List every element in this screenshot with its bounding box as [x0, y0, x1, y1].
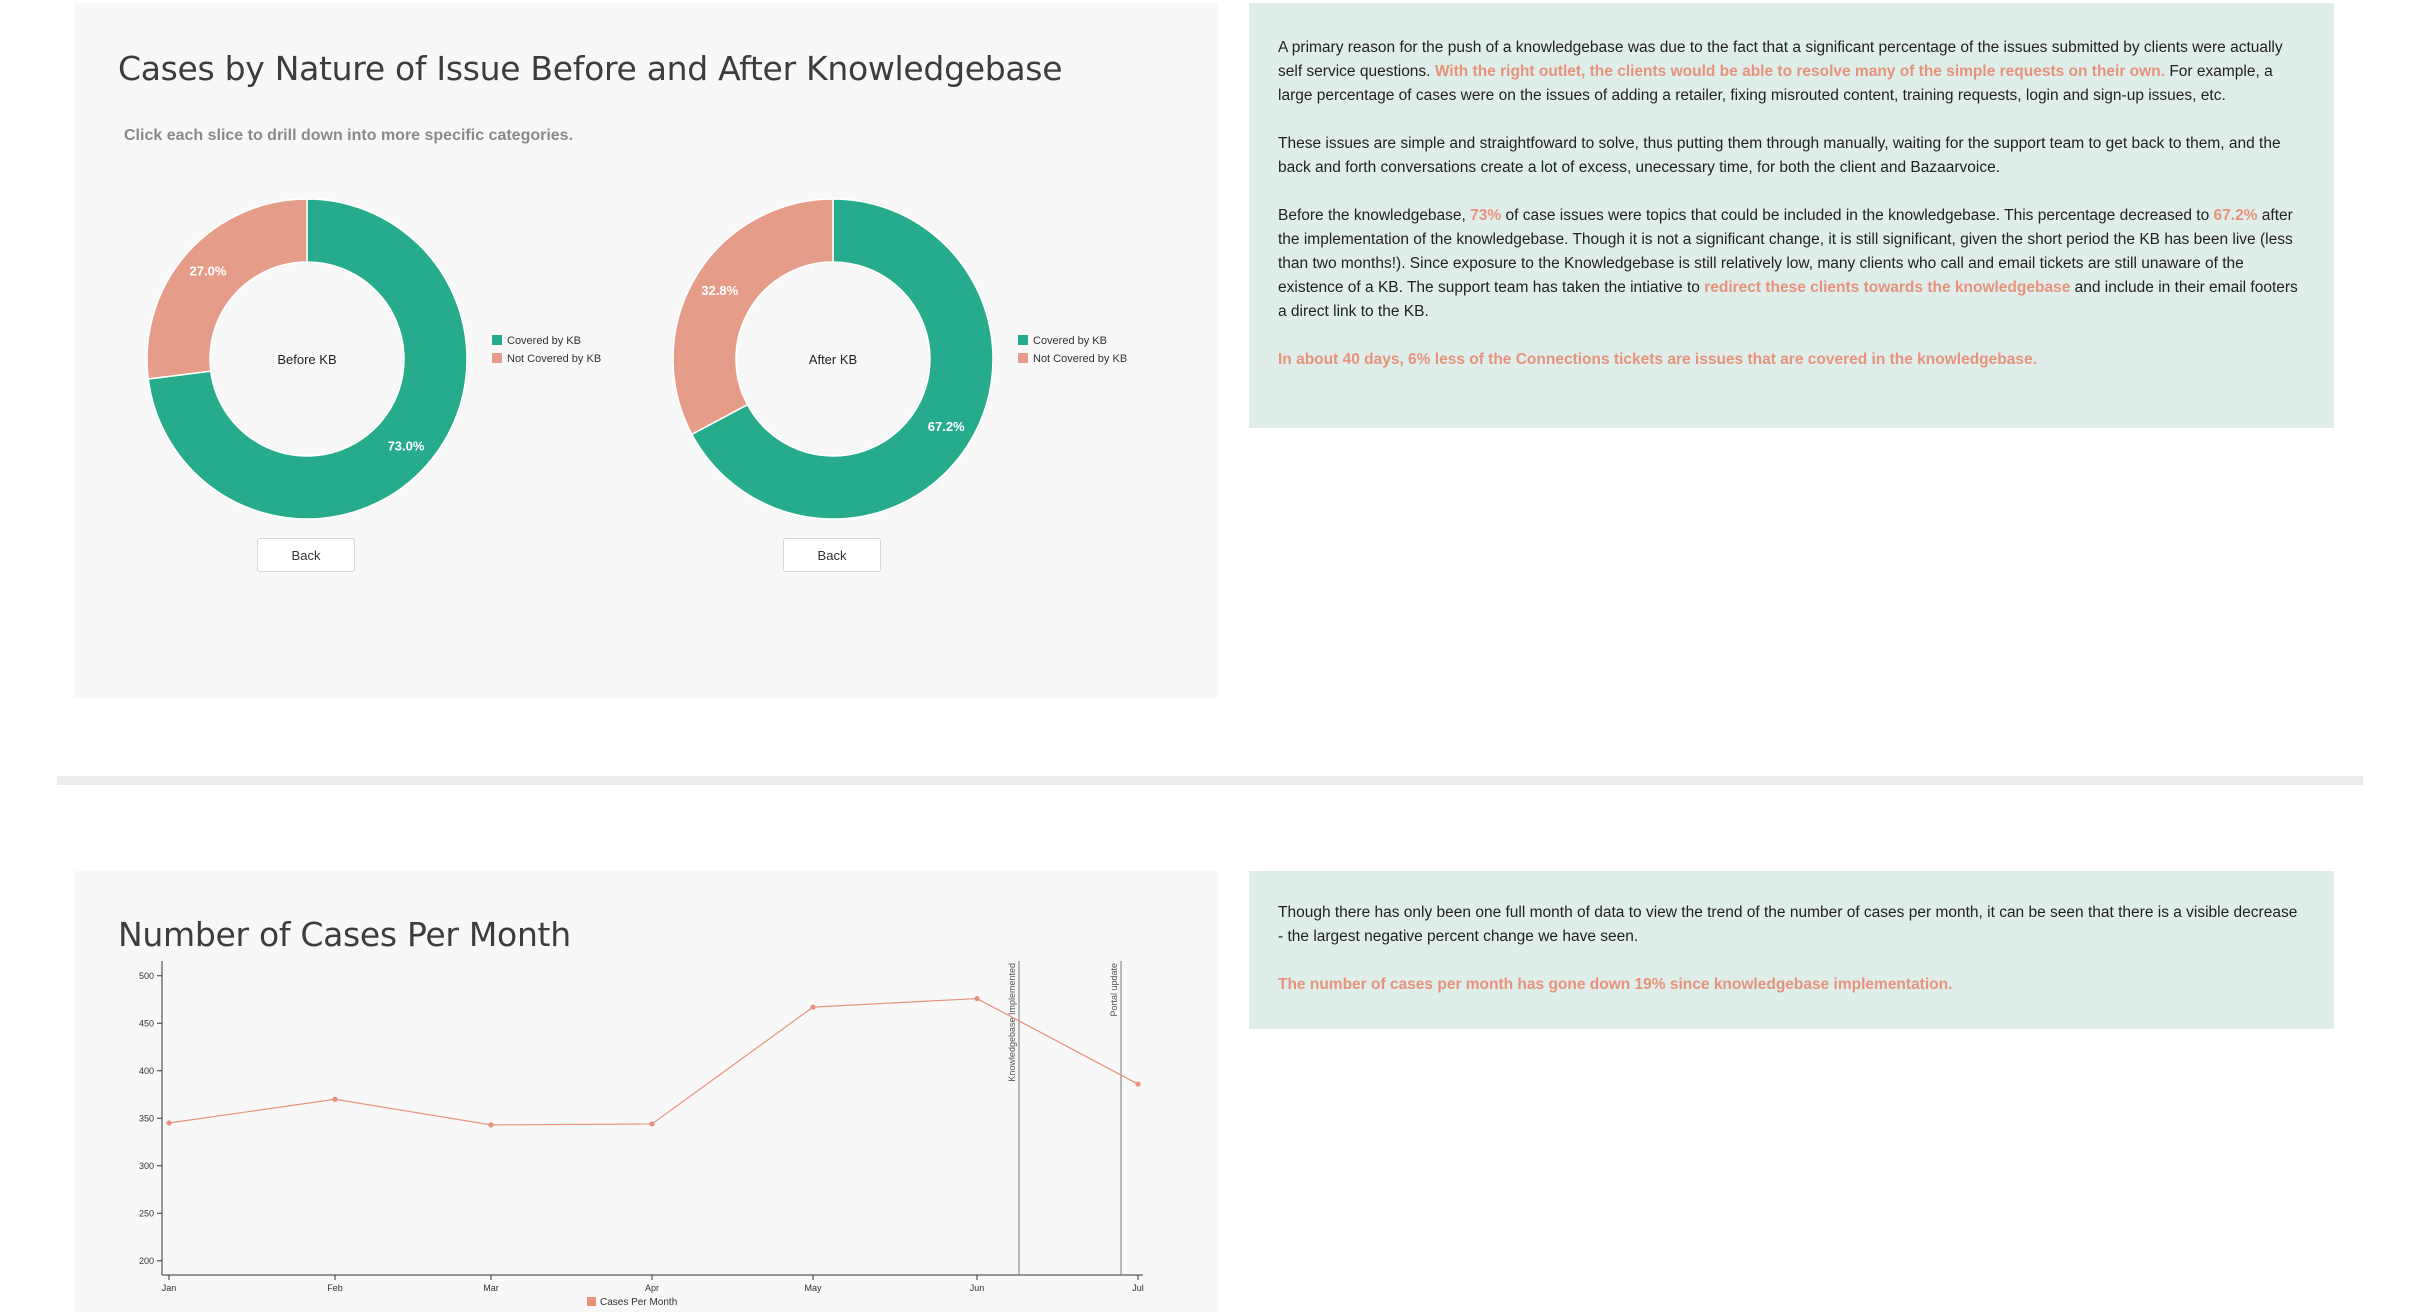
pie-note-conclusion: In about 40 days, 6% less of the Connections tickets are issues that are covered in the knowledgebase. — [1278, 351, 2037, 368]
legend-swatch — [492, 353, 502, 363]
data-point[interactable] — [974, 996, 979, 1001]
legend-label: Cases Per Month — [600, 1297, 678, 1308]
x-tick-label: May — [804, 1283, 822, 1293]
donut-center-label: Before KB — [277, 352, 337, 367]
donut-center-label: After KB — [808, 352, 858, 367]
y-tick-label: 200 — [138, 1255, 154, 1266]
legend-label: Covered by KB — [1033, 335, 1107, 347]
pie-note-text: of case issues were topics that could be included in the knowledgebase. This percentage decreased to — [1505, 207, 2210, 224]
pie-note-text: A primary reason for the push of a knowledgebase was due to the fact that a significant percentage of the issues submitted by clients were actually self service questions. — [1278, 39, 2283, 80]
cases-per-month-line-chart — [74, 871, 1218, 1312]
y-tick-label: 450 — [138, 1018, 154, 1029]
pie-note-highlight: redirect these clients towards the knowledgebase — [1704, 279, 2071, 296]
legend-swatch — [492, 335, 502, 345]
pie-note-paragraph-1 — [1278, 36, 2306, 108]
section-divider — [57, 776, 2363, 785]
legend-label: Not Covered by KB — [1033, 353, 1128, 365]
pie-note-highlight: 67.2% — [2213, 207, 2258, 224]
pie-note-highlight: 73% — [1470, 207, 1502, 224]
y-tick-label: 350 — [138, 1113, 154, 1124]
pie-note-paragraph-2: These issues are simple and straightfoward to solve, thus putting them through manually, waiting for the support team to get back to them, and the back and forth conversations create a lot of excess, unecessary time, for both the client and Bazaarvoice. — [1278, 135, 2281, 176]
slice-value-label: 32.8% — [701, 283, 739, 299]
annotation-label: Knowledgebase Implemented — [1007, 963, 1017, 1082]
line-section-title: Number of Cases Per Month — [118, 915, 571, 954]
y-tick-label: 300 — [138, 1160, 154, 1171]
slice-value-label: 73.0% — [387, 438, 425, 454]
x-tick-label: Jun — [969, 1283, 985, 1293]
before-kb-back-button[interactable]: Back — [257, 538, 355, 572]
y-tick-label: 250 — [138, 1208, 154, 1219]
line-explanation-panel — [1249, 871, 2334, 1029]
data-point[interactable] — [810, 1005, 815, 1010]
data-point[interactable] — [332, 1097, 337, 1102]
pie-section-title: Cases by Nature of Issue Before and After Knowledgebase — [118, 49, 1063, 88]
legend-swatch — [587, 1297, 596, 1306]
pie-note-text: For example, a large percentage of cases were on the issues of adding a retailer, fixing misrouted content, training requests, login and sign-up issues, etc. — [1278, 63, 2273, 104]
pie-explanation-panel — [1249, 3, 2334, 428]
pie-section-subtitle: Click each slice to drill down into more specific categories. — [124, 127, 574, 144]
y-tick-label: 400 — [138, 1065, 154, 1076]
line-note-paragraph-1: Though there has only been one full month of data to view the trend of the number of cases per month, it can be seen that there is a visible decrease - the largest negative percent change we have seen. — [1278, 904, 2298, 945]
series-line — [169, 999, 1138, 1125]
legend-swatch — [1018, 353, 1028, 363]
data-point[interactable] — [488, 1122, 493, 1127]
donut-slice-not-covered[interactable] — [673, 199, 833, 434]
pie-chart-card — [74, 3, 1218, 698]
after-kb-donut-chart[interactable] — [620, 183, 1160, 543]
x-tick-label: Apr — [644, 1283, 660, 1293]
before-kb-donut-chart[interactable] — [94, 183, 634, 543]
legend-label: Not Covered by KB — [507, 353, 602, 365]
data-point[interactable] — [649, 1121, 654, 1126]
y-tick-label: 500 — [138, 970, 154, 981]
pie-note-highlight: With the right outlet, the clients would be able to resolve many of the simple requests on their own. — [1434, 63, 2165, 80]
line-note-conclusion: The number of cases per month has gone down 19% since knowledgebase implementation. — [1278, 976, 1953, 993]
x-tick-label: Jan — [161, 1283, 177, 1293]
slice-value-label: 67.2% — [927, 418, 965, 434]
pie-note-text: after the implementation of the knowledgebase. Though it is not a significant change, it is still significant, given the short period the KB has been live (less than two months!). Since exposure to the Knowledgebase is still relatively low, many clients who call and email tickets are still unaware of the existence of a KB. The support team has taken the intiative to — [1278, 207, 2293, 296]
x-tick-label: Feb — [327, 1283, 343, 1293]
data-point[interactable] — [1135, 1081, 1140, 1086]
x-tick-label: Jul — [1132, 1283, 1144, 1293]
pie-note-text: Before the knowledgebase, — [1278, 207, 1466, 224]
annotation-label: Portal update — [1109, 963, 1119, 1017]
after-kb-back-button[interactable]: Back — [783, 538, 881, 572]
x-tick-label: Mar — [483, 1283, 499, 1293]
pie-note-text: and include in their email footers a direct link to the KB. — [1278, 279, 2298, 320]
slice-value-label: 27.0% — [189, 263, 227, 279]
pie-note-paragraph-3 — [1278, 204, 2306, 324]
line-chart-card — [74, 871, 1218, 1312]
legend-label: Covered by KB — [507, 335, 581, 347]
legend-swatch — [1018, 335, 1028, 345]
data-point[interactable] — [166, 1120, 171, 1125]
